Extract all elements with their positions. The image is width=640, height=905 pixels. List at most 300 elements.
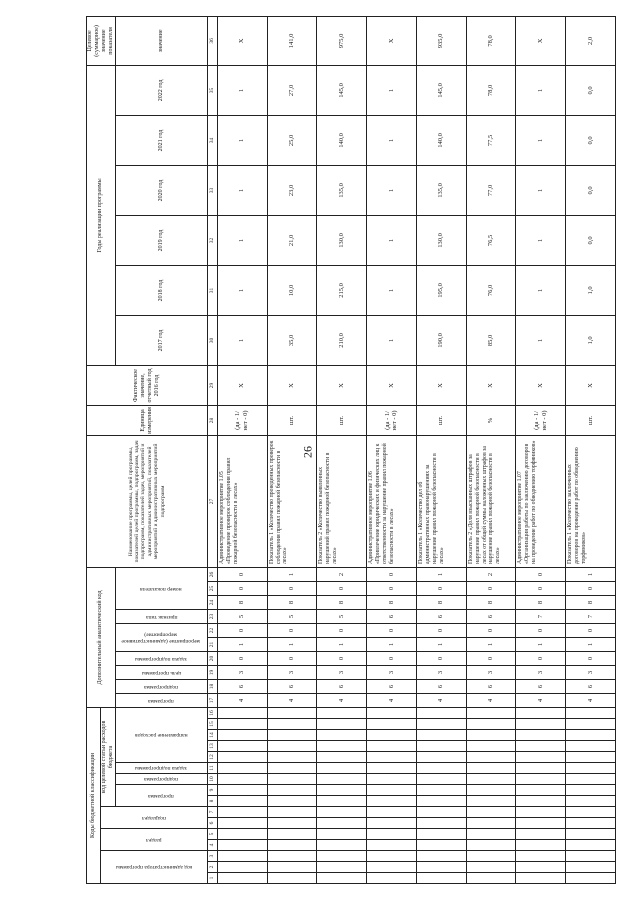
column-number: 4 [207,840,217,851]
analytic-code-cell: 0 [317,582,367,596]
year-value: 135,0 [416,165,466,215]
row-fact: X [566,365,616,405]
analytic-code-cell: 0 [217,624,267,638]
budget-code-cell [217,829,267,840]
budget-code-cell [416,829,466,840]
budget-code-cell [566,774,616,785]
analytic-code-cell: 0 [367,624,417,638]
budget-code-cell [217,730,267,741]
column-number: 33 [207,165,217,215]
budget-code-cell [516,785,566,796]
budget-code-cell [317,873,367,884]
header-2022: 2022 год [115,65,207,115]
column-number: 29 [207,365,217,405]
budget-code-cell [566,862,616,873]
year-value: 1 [516,265,566,315]
column-number: 9 [207,785,217,796]
year-value: 1,0 [566,315,616,365]
year-value: 135,0 [317,165,367,215]
budget-code-cell [516,774,566,785]
analytic-code-cell: 8 [267,596,317,610]
budget-code-cell [217,719,267,730]
row-unit: шт. [267,405,317,435]
budget-code-cell [367,785,417,796]
header-2021: 2021 год [115,115,207,165]
budget-code-cell [367,763,417,774]
year-value: 21,0 [267,215,317,265]
header-2019: 2019 год [115,215,207,265]
year-value: 1 [367,165,417,215]
header-2017: 2017 год [115,315,207,365]
budget-code-cell [367,818,417,829]
budget-code-cell [416,818,466,829]
analytic-code-cell: 6 [367,610,417,624]
row-fact: X [217,365,267,405]
budget-code-cell [416,774,466,785]
budget-code-cell [367,741,417,752]
column-number: 24 [207,596,217,610]
row-unit: (да - 1/ нет - 0) [516,405,566,435]
analytic-code-cell: 0 [367,652,417,666]
budget-code-cell [516,862,566,873]
budget-code-cell [317,807,367,818]
column-number: 3 [207,851,217,862]
budget-code-cell [267,873,317,884]
row-name: Показатель 1 «Количество проведенных проверок соблюдения правил пожарной безопасности в лесах» [267,435,317,567]
budget-code-cell [416,840,466,851]
year-value: 1 [516,315,566,365]
row-target: X [516,16,566,65]
analytic-code-cell: 0 [566,624,616,638]
year-value: 0,0 [566,65,616,115]
row-name: Показатель 1 «Количество дел об административных правонарушениях за нарушение правил пожарной безопасности в лесах» [416,435,466,567]
year-value: 210,0 [317,315,367,365]
analytic-code-cell: 5 [217,610,267,624]
budget-code-cell [217,708,267,719]
header-a-subprogram: подпрограмма [115,680,207,694]
budget-code-cell [367,774,417,785]
column-number: 19 [207,666,217,680]
budget-code-cell [516,763,566,774]
analytic-code-cell: 6 [516,680,566,694]
budget-code-cell [367,807,417,818]
budget-code-cell [516,752,566,763]
budget-code-cell [267,829,317,840]
column-number: 27 [207,435,217,567]
year-value: 1 [217,115,267,165]
row-target: 78,0 [466,16,516,65]
analytic-code-cell: 6 [466,680,516,694]
column-number: 18 [207,680,217,694]
column-number: 23 [207,610,217,624]
analytic-code-cell: 0 [516,567,566,581]
budget-code-cell [566,851,616,862]
column-number: 2 [207,862,217,873]
year-value: 1 [367,65,417,115]
budget-code-cell [566,741,616,752]
budget-code-cell [317,829,367,840]
analytic-code-cell: 3 [267,666,317,680]
row-name: Показатель 1 «Количество заключенных договоров на проведение работ по обводнению торфяников» [566,435,616,567]
analytic-code-cell: 6 [466,610,516,624]
analytic-code-cell: 2 [466,567,516,581]
budget-code-cell [317,785,367,796]
budget-code-cell [367,730,417,741]
year-value: 77,5 [466,115,516,165]
analytic-code-cell: 3 [516,666,566,680]
budget-code-cell [267,796,317,807]
year-value: 215,0 [317,265,367,315]
year-value: 85,0 [466,315,516,365]
budget-code-cell [516,719,566,730]
analytic-code-cell: 3 [566,666,616,680]
budget-code-cell [466,774,516,785]
budget-code-cell [466,873,516,884]
analytic-code-cell: 0 [367,567,417,581]
analytic-code-cell: 4 [367,694,417,708]
budget-code-cell [566,796,616,807]
analytic-code-cell: 8 [516,596,566,610]
year-value: 140,0 [317,115,367,165]
year-value: 140,0 [416,115,466,165]
column-number: 16 [207,708,217,719]
column-number: 28 [207,405,217,435]
budget-code-cell [416,807,466,818]
budget-code-cell [367,862,417,873]
analytic-code-cell: 1 [566,567,616,581]
year-value: 190,0 [416,315,466,365]
budget-code-cell [317,862,367,873]
budget-code-cell [516,807,566,818]
header-admin-code: код администратора программы [101,851,208,884]
analytic-code-cell: 8 [367,596,417,610]
budget-code-cell [217,818,267,829]
table-row [466,16,516,883]
budget-code-cell [217,785,267,796]
year-value: 145,0 [416,65,466,115]
budget-code-cell [566,708,616,719]
budget-code-cell [317,719,367,730]
budget-code-cell [516,741,566,752]
year-value: 1 [367,265,417,315]
budget-code-cell [317,708,367,719]
analytic-code-cell: 0 [416,582,466,596]
budget-code-cell [516,818,566,829]
budget-code-cell [367,851,417,862]
analytic-code-cell: 0 [566,582,616,596]
analytic-code-cell: 0 [317,624,367,638]
header-program-years: Годы реализации программы [87,65,116,365]
budget-code-cell [267,719,317,730]
budget-code-cell [516,730,566,741]
year-value: 0,0 [566,115,616,165]
analytic-code-cell: 0 [267,582,317,596]
year-value: 1 [217,265,267,315]
row-fact: X [516,365,566,405]
budget-code-cell [317,796,367,807]
year-value: 145,0 [317,65,367,115]
row-fact: X [367,365,417,405]
analytic-code-cell: 3 [217,666,267,680]
budget-code-cell [217,873,267,884]
analytic-code-cell: 0 [516,652,566,666]
analytic-code-cell: 4 [516,694,566,708]
budget-code-cell [466,741,516,752]
budget-code-cell [267,818,317,829]
budget-code-cell [367,752,417,763]
table-body [217,16,615,883]
analytic-code-cell: 0 [416,624,466,638]
budget-code-cell [416,785,466,796]
budget-code-cell [466,862,516,873]
header-a-type: признак типа [115,610,207,624]
budget-code-cell [466,719,516,730]
budget-code-cell [566,840,616,851]
budget-code-cell [416,851,466,862]
analytic-code-cell: 0 [217,582,267,596]
analytic-code-cell: 1 [217,638,267,652]
column-number: 21 [207,638,217,652]
table-row [317,16,367,883]
header-subsection: подраздел [101,807,208,829]
budget-code-cell [217,862,267,873]
analytic-code-cell: 2 [317,567,367,581]
table-row [416,16,466,883]
table-row [267,16,317,883]
analytic-code-cell: 8 [416,596,466,610]
analytic-code-cell: 0 [416,652,466,666]
column-number: 5 [207,829,217,840]
budget-code-cell [566,763,616,774]
column-number: 13 [207,741,217,752]
budget-code-cell [516,829,566,840]
header-target-article: код целевой статьи расходов бюджета [101,708,116,807]
year-value: 0,0 [566,215,616,265]
row-unit: шт. [317,405,367,435]
year-value: 1 [516,165,566,215]
header-subprogram: подпрограмма [115,774,207,785]
column-number: 8 [207,796,217,807]
analytic-code-cell: 6 [566,680,616,694]
row-target: 935,0 [416,16,466,65]
row-name: Административное мероприятие 1.07 «Организация работы по заключению договоров на проведение работ по обводнению торфяников» [516,435,566,567]
analytic-code-cell: 1 [566,638,616,652]
budget-code-cell [466,708,516,719]
budget-code-cell [317,774,367,785]
header-analytic-code: Дополнительный аналитический код [87,567,116,707]
row-name: Административное мероприятие 1.06 «Привлечение юридических и физических лиц к ответственности за нарушение правил пожарной безопасности в лесах» [367,435,417,567]
row-name: Показатель 2 «Количество выявленных нарушений правил пожарной безопасности в лесах» [317,435,367,567]
budget-code-cell [367,708,417,719]
budget-code-cell [217,741,267,752]
row-name: Показатель 2 «Доля взысканных штрафов за нарушение правил пожарной безопасности в лесах от общей суммы наложенных штрафов за нарушение правил пожарной безопасности в лесах» [466,435,516,567]
budget-code-cell [466,785,516,796]
budget-code-cell [466,829,516,840]
analytic-code-cell: 1 [466,638,516,652]
budget-code-cell [566,829,616,840]
row-name: Административное мероприятие 1.05 «Проведение проверок соблюдения правил пожарной безопасности в лесах» [217,435,267,567]
analytic-code-cell: 0 [267,624,317,638]
budget-code-cell [566,807,616,818]
analytic-code-cell: 0 [516,624,566,638]
analytic-code-cell: 3 [416,666,466,680]
budget-code-cell [416,741,466,752]
column-number: 10 [207,774,217,785]
header-fact: Фактическое значение, отчетный год 2016 год [87,365,208,405]
budget-code-cell [516,796,566,807]
column-numbers-row [207,16,217,883]
budget-code-cell [416,719,466,730]
budget-code-cell [416,796,466,807]
budget-code-cell [516,873,566,884]
column-number: 14 [207,730,217,741]
column-number: 35 [207,65,217,115]
analytic-code-cell: 8 [466,596,516,610]
column-number: 11 [207,763,217,774]
year-value: 76,5 [466,215,516,265]
row-target: X [217,16,267,65]
analytic-code-cell: 0 [317,652,367,666]
year-value: 1 [516,65,566,115]
analytic-code-cell: 3 [466,666,516,680]
analytic-code-cell: 4 [267,694,317,708]
budget-code-cell [416,708,466,719]
budget-code-cell [416,730,466,741]
year-value: 76,0 [466,265,516,315]
header-a-program: программа [115,694,207,708]
year-value: 1 [516,115,566,165]
budget-code-cell [267,807,317,818]
budget-code-cell [367,840,417,851]
row-target: X [367,16,417,65]
analytic-code-cell: 1 [367,638,417,652]
budget-code-cell [317,741,367,752]
year-value: 1,0 [566,265,616,315]
header-budget-codes: Коды бюджетной классификации [87,708,101,884]
analytic-code-cell: 6 [416,610,466,624]
row-unit: шт. [566,405,616,435]
column-number: 6 [207,818,217,829]
budget-code-cell [516,708,566,719]
analytic-code-cell: 4 [217,694,267,708]
analytic-code-cell: 6 [267,680,317,694]
year-value: 35,0 [267,315,317,365]
row-target: 2,0 [566,16,616,65]
column-number: 15 [207,719,217,730]
budget-code-cell [466,818,516,829]
year-value: 1 [217,165,267,215]
year-value: 10,0 [267,265,317,315]
analytic-code-cell: 8 [317,596,367,610]
row-unit: (да - 1/ нет - 0) [367,405,417,435]
row-unit: % [466,405,516,435]
row-fact: X [317,365,367,405]
analytic-code-cell: 0 [217,567,267,581]
header-2020: 2020 год [115,165,207,215]
budget-code-cell [466,851,516,862]
budget-code-cell [466,752,516,763]
row-unit: (да - 1/ нет - 0) [217,405,267,435]
budget-code-cell [367,873,417,884]
column-number: 17 [207,694,217,708]
budget-code-cell [317,763,367,774]
analytic-code-cell: 0 [466,582,516,596]
row-target: 141,0 [267,16,317,65]
budget-code-cell [267,774,317,785]
header-value: значение [115,16,207,65]
budget-code-cell [317,752,367,763]
header-2018: 2018 год [115,265,207,315]
rotated-table-wrapper [86,26,616,884]
analytic-code-cell: 6 [317,680,367,694]
budget-code-cell [367,796,417,807]
budget-code-cell [466,763,516,774]
column-number: 20 [207,652,217,666]
budget-code-cell [566,873,616,884]
header-expense-direction: направление расходов [115,708,207,763]
analytic-code-cell: 1 [267,638,317,652]
column-number: 7 [207,807,217,818]
analytic-code-cell: 6 [367,680,417,694]
year-value: 25,0 [267,115,317,165]
budget-code-cell [267,862,317,873]
budget-code-cell [217,774,267,785]
header-target-value: Целевое (суммарное) значение показателя [87,16,116,65]
year-value: 77,0 [466,165,516,215]
table-row [367,16,417,883]
analytic-code-cell: 3 [317,666,367,680]
analytic-code-cell: 1 [317,638,367,652]
year-value: 1 [367,215,417,265]
header-a-measure: мероприятие (административное мероприятие) [115,624,207,652]
budget-code-cell [317,851,367,862]
analytic-code-cell: 0 [217,652,267,666]
year-value: 1 [367,315,417,365]
budget-code-cell [416,752,466,763]
analytic-code-cell: 0 [367,582,417,596]
row-fact: X [267,365,317,405]
analytic-code-cell: 0 [566,652,616,666]
column-number: 32 [207,215,217,265]
year-value: 1 [217,215,267,265]
budget-code-cell [217,840,267,851]
analytic-code-cell: 0 [466,652,516,666]
row-unit: шт. [416,405,466,435]
analytic-code-cell: 8 [566,596,616,610]
budget-code-cell [466,730,516,741]
table-row [566,16,616,883]
budget-code-cell [267,763,317,774]
budget-code-cell [267,785,317,796]
budget-code-cell [217,796,267,807]
year-value: 1 [217,315,267,365]
budget-code-cell [466,807,516,818]
row-fact: X [466,365,516,405]
header-name: Наименование программы, целей программы, показателей целей программы, подпрограмм, задач подпрограмм, показателей задач, мероприятий и административных мероприятий, показателей мероприятий и административных мероприятий подпрограмм [87,435,208,567]
budget-code-cell [317,840,367,851]
budget-code-cell [267,741,317,752]
budget-code-cell [217,763,267,774]
header-a-number: номер показателя [115,567,207,609]
budget-code-cell [267,851,317,862]
budget-code-cell [367,829,417,840]
column-number: 30 [207,315,217,365]
row-target: 975,0 [317,16,367,65]
budget-code-cell [317,818,367,829]
analytic-code-cell: 5 [267,610,317,624]
analytic-code-cell: 3 [367,666,417,680]
program-indicators-table [86,16,616,884]
